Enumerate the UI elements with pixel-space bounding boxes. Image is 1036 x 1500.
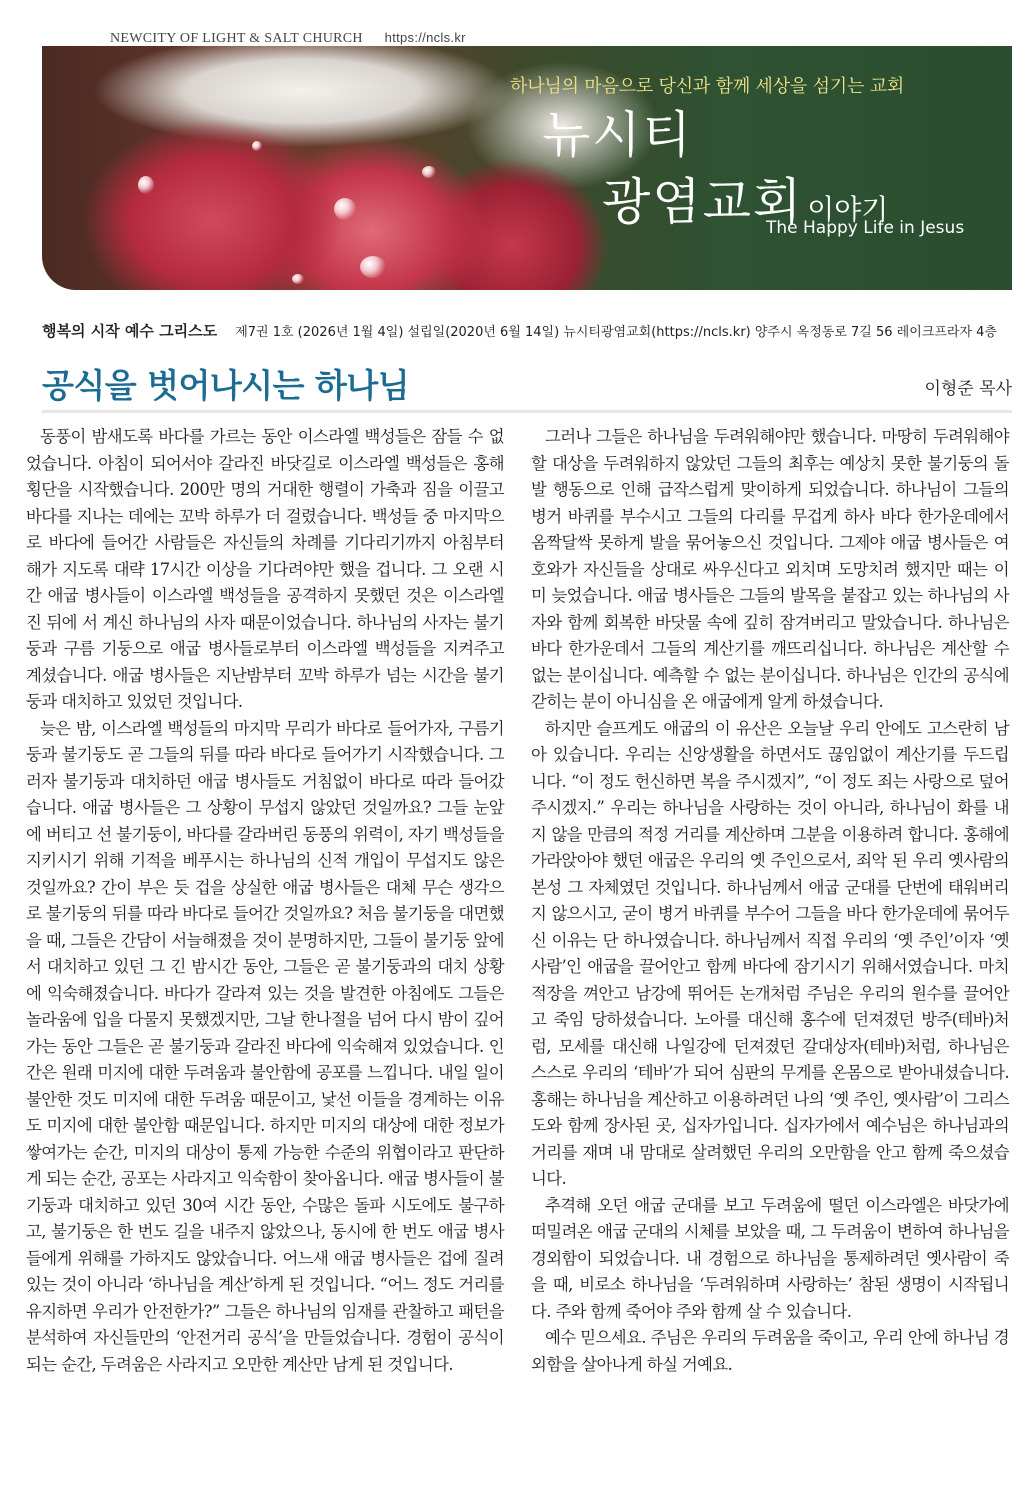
sermon-series-title: 행복의 시작 예수 그리스도 (42, 322, 218, 340)
paragraph: 그러나 그들은 하나님을 두려워해야만 했습니다. 마땅히 두려워해야 할 대상을 두려워하지 않았던 그들의 최후는 예상치 못한 불기둥의 돌발 행동으로 인해 급작스럽게 맞이하게 되었습니다. 하나님이 그들의 병거 바퀴를 부수시고 그들의 다리를 무겁게 하사 바다 한가운데에서 옴짝달싹 못하게 발을 묶어놓으신 것입니다. 그제야 애굽 병사들은 여호와가 자신들을 상대로 싸우신다고 외치며 도망치려 했지만 때는 이미 늦었습니다. 애굽 병사들은 그들의 발목을 붙잡고 있는 하나님의 사자와 함께 회복한 바닷물 속에 깊히 잠겨버리고 말았습니다. 하나님은 바다 한가운데서 그들의 계산기를 깨뜨리십니다. 하나님은 계산할 수 없는 분이십니다. 예측할 수 없는 분이십니다. 하나님은 인간의 공식에 갇히는 분이 아니심을 온 애굽에게 알게 하셨습니다. (531, 427, 1009, 711)
water-drop (334, 198, 356, 220)
title-line-1: 뉴시티 (542, 106, 693, 164)
paragraph: 하지만 슬프게도 애굽의 이 유산은 오늘날 우리 안에도 고스란히 남아 있습니다. 우리는 신앙생활을 하면서도 끊임없이 계산기를 두드립니다. “이 정도 헌신하면 복을 주시겠지”, “이 정도 죄는 사랑으로 덮어주시겠지.” 우리는 하나님을 사랑하는 것이 아니라, 하나님이 화를 내지 않을 만큼의 적정 거리를 계산하며 그분을 이용하려 합니다. 홍해에 가라앉아야 했던 애굽은 우리의 옛 주인으로서, 죄악 된 우리 옛사람의 본성 그 자체였던 것입니다. 하나님께서 애굽 군대를 단번에 태워버리지 않으시고, 굳이 병거 바퀴를 부수어 그들을 바다 한가운데에 묶어두신 이유는 단 하나였습니다. 하나님께서 직접 우리의 ‘옛 주인’이자 ‘옛사람’인 애굽을 끌어안고 함께 바다에 잠기시기 위해서였습니다. 마치 적장을 껴안고 남강에 뛰어든 논개처럼 주님은 우리의 원수를 끌어안고 죽임 당하셨습니다. 노아를 대신해 홍수에 던져졌던 방주(테바)처럼, 모세를 대신해 나일강에 던져졌던 갈대상자(테바)처럼, 하나님은 스스로 우리의 ‘테바’가 되어 심판의 무게를 온몸으로 받아내셨습니다. 홍해는 하나님을 계산하고 이용하려던 나의 ‘옛 주인, 옛사람’이 그리스도와 함께 장사된 곳, 십자가입니다. 십자가에서 예수님은 하나님과의 거리를 재며 내 맘대로 살려했던 우리의 오만함을 안고 함께 죽으셨습니다. (531, 718, 1009, 1188)
church-url[interactable]: https://ncls.kr (384, 30, 466, 45)
article-column-left (26, 424, 504, 1378)
water-drop (138, 176, 154, 194)
article-headline: 공식을 벗어나시는 하나님 (42, 366, 410, 405)
title-church-name: 광염교회 (602, 173, 804, 231)
newsletter-title (542, 106, 889, 231)
water-drop (292, 274, 304, 284)
header-banner (42, 46, 1012, 290)
paragraph: 예수 믿으세요. 주님은 우리의 두려움을 죽이고, 우리 안에 하나님 경외함을 살아나게 하실 거예요. (531, 1328, 1009, 1374)
paragraph: 동풍이 밤새도록 바다를 가르는 동안 이스라엘 백성들은 잠들 수 없었습니다. 아침이 되어서야 갈라진 바닷길로 이스라엘 백성들은 홍해 횡단을 시작했습니다. 200만 명의 거대한 행렬이 가축과 짐을 이끌고 바다를 지나는 데에는 꼬박 하루가 더 걸렸습니다. 백성들 중 마지막으로 바다에 들어간 사람들은 자신들의 차례를 기다리기까지 아침부터 해가 지도록 대략 17시간 이상을 기다려야만 했을 겁니다. 그 오랜 시간 애굽 병사들이 이스라엘 백성들을 공격하지 못했던 것은 이스라엘 진 뒤에 서 계신 하나님의 사자 때문이었습니다. 하나님의 사자는 불기둥과 구름 기둥으로 애굽 병사들로부터 이스라엘 백성들을 지켜주고 계셨습니다. 애굽 병사들은 지난밤부터 꼬박 하루가 넘는 시간을 불기둥과 대치하고 있었던 것입니다. (26, 427, 504, 711)
paragraph: 추격해 오던 애굽 군대를 보고 두려움에 떨던 이스라엘은 바닷가에 떠밀려온 애굽 군대의 시체를 보았을 때, 그 두려움이 변하여 하나님을 경외함이 되었습니다. 내 경험으로 하나님을 통제하려던 옛사람이 죽을 때, 비로소 하나님을 ‘두려워하며 사랑하는’ 참된 생명이 시작됩니다. 주와 함께 죽어야 주와 함께 살 수 있습니다. (531, 1195, 1009, 1321)
english-subtitle: The Happy Life in Jesus (766, 218, 965, 238)
masthead (110, 30, 466, 47)
church-tagline: 하나님의 마음으로 당신과 함께 세상을 섬기는 교회 (510, 76, 905, 97)
issue-info-line (42, 320, 1012, 341)
water-drop (422, 166, 436, 178)
article-column-right (531, 424, 1009, 1378)
church-name-en: NEWCITY OF LIGHT & SALT CHURCH (110, 31, 363, 46)
article-author: 이형준 목사 (924, 379, 1012, 399)
issue-details: 제7권 1호 (2026년 1월 4일) 설립일(2020년 6월 14일) 뉴시티광염교회(https://ncls.kr) 양주시 옥정동로 7길 56 레이크프라자 4층 (235, 325, 997, 340)
paragraph: 늦은 밤, 이스라엘 백성들의 마지막 무리가 바다로 들어가자, 구름기둥과 불기둥도 곧 그들의 뒤를 따라 바다로 들어가기 시작했습니다. 그러자 불기둥과 대치하던 애굽 병사들도 거침없이 바다로 따라 들어갔습니다. 애굽 병사들은 그 상황이 무섭지 않았던 것일까요? 그들 눈앞에 버티고 선 불기둥이, 바다를 갈라버린 동풍의 위력이, 자기 백성들을 지키시기 위해 기적을 베푸시는 하나님의 신적 개입이 무섭지도 않은 것일까요? 간이 부은 듯 겁을 상실한 애굽 병사들은 대체 무슨 생각으로 불기둥의 뒤를 따라 바다로 들어간 것일까요? 처음 불기둥을 대면했을 때, 그들은 간담이 서늘해졌을 것이 분명하지만, 그들이 불기둥 앞에서 대치하고 있던 그 긴 밤시간 동안, 그들은 곧 불기둥과의 대치 상황에 익숙해졌습니다. 바다가 갈라져 있는 것을 발견한 아침에도 그들은 놀라움에 입을 다물지 못했겠지만, 그날 한나절을 넘어 다시 밤이 깊어가는 동안 그들은 곧 불기둥과 갈라진 바다에 익숙해져 있었습니다. 인간은 원래 미지에 대한 두려움과 불안함에 공포를 느낍니다. 내일 일이 불안한 것도 미지에 대한 두려움 때문이고, 낯선 이들을 경계하는 이유도 미지에 대한 불안함 때문입니다. 하지만 미지의 대상에 대한 정보가 쌓여가는 순간, 미지의 대상이 통제 가능한 수준의 위협이라고 판단하게 되는 순간, 공포는 사라지고 익숙함이 찾아옵니다. 애굽 병사들이 불기둥과 대치하고 있던 30여 시간 동안, 수많은 돌파 시도에도 불구하고, 불기둥은 한 번도 길을 내주지 않았으나, 동시에 한 번도 애굽 병사들에게 위해를 가하지도 않았습니다. 어느새 애굽 병사들은 겁에 질려 있는 것이 아니라 ‘하나님을 계산’하게 된 것입니다. “어느 정도 거리를 유지하면 우리가 안전한가?” 그들은 하나님의 임재를 관찰하고 패턴을 분석하여 자신들만의 ‘안전거리 공식’을 만들었습니다. 경험이 공식이 되는 순간, 두려움은 사라지고 오만한 계산만 남게 된 것입니다. (26, 718, 504, 1374)
title-suffix: 이야기 (807, 193, 889, 226)
water-drop (360, 256, 386, 278)
water-drop (252, 141, 262, 151)
header-divider (42, 410, 1012, 413)
